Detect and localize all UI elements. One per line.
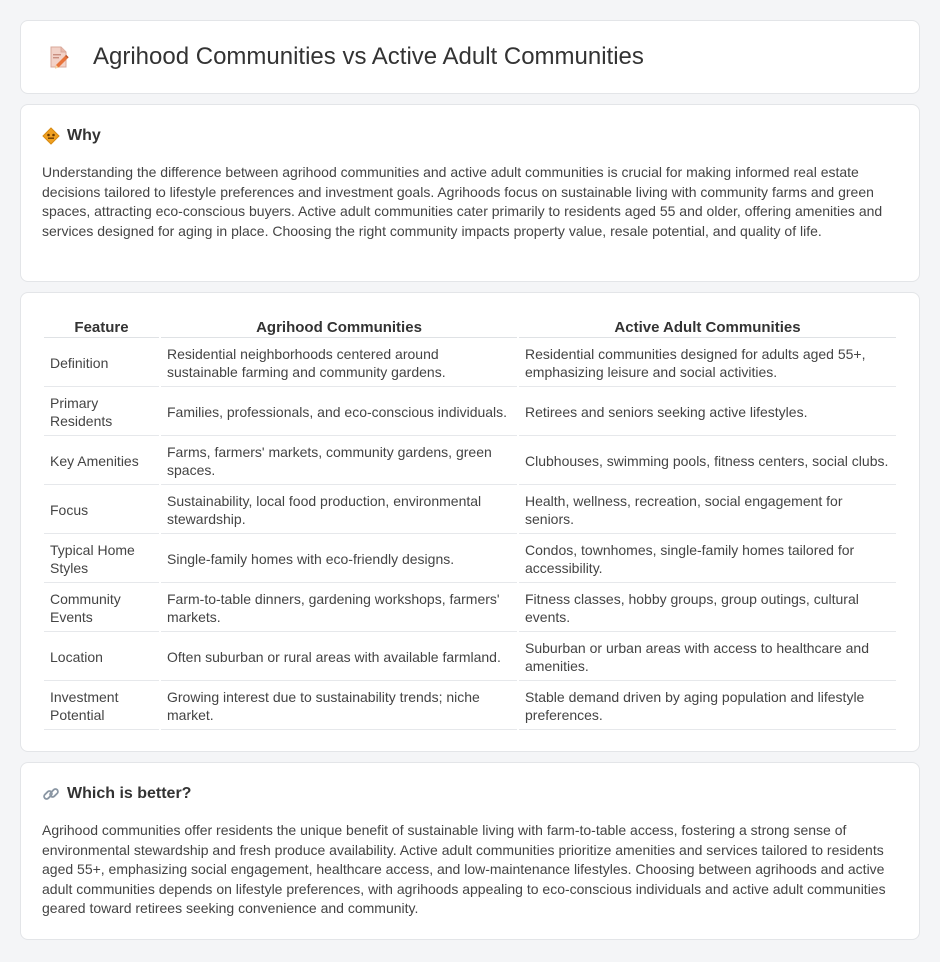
agrihood-cell: Often suburban or rural areas with available farmland. (161, 634, 517, 681)
comparison-table (42, 313, 898, 732)
why-section (20, 104, 920, 282)
active-adult-cell: Health, wellness, recreation, social engagement for seniors. (519, 487, 896, 534)
header-feature: Feature (44, 315, 159, 338)
table-row (44, 634, 896, 681)
feature-cell: Typical Home Styles (44, 536, 159, 583)
table-header-row (44, 315, 896, 338)
table-row (44, 438, 896, 485)
document-pencil-icon (47, 45, 71, 69)
better-heading (42, 785, 898, 803)
header-active-adult: Active Adult Communities (519, 315, 896, 338)
feature-cell: Investment Potential (44, 683, 159, 730)
agrihood-cell: Residential neighborhoods centered around sustainable farming and community gardens. (161, 340, 517, 387)
header-agrihood: Agrihood Communities (161, 315, 517, 338)
diamond-sign-icon (42, 127, 60, 145)
why-heading-label: Why (67, 127, 101, 144)
table-row (44, 683, 896, 730)
active-adult-cell: Condos, townhomes, single-family homes tailored for accessibility. (519, 536, 896, 583)
table-row (44, 585, 896, 632)
why-heading (42, 127, 898, 145)
feature-cell: Definition (44, 340, 159, 387)
better-text: Agrihood communities offer residents the unique benefit of sustainable living with farm-to-table access, fostering a strong sense of environmental stewardship and fresh produce availability. Active adult communities prioritize amenities and services tailored to residents aged 55+, emphasizing social engagement, healthcare access, and low-maintenance lifestyles. Choosing between agrihoods and active adult communities depends on lifestyle preferences, with agrihoods appealing to eco-conscious individuals and active adult communities geared toward retirees seeking convenience and community. (42, 822, 886, 916)
which-is-better-section (20, 762, 920, 940)
feature-cell: Primary Residents (44, 389, 159, 436)
feature-cell: Key Amenities (44, 438, 159, 485)
feature-cell: Location (44, 634, 159, 681)
agrihood-cell: Families, professionals, and eco-conscious individuals. (161, 389, 517, 436)
active-adult-cell: Residential communities designed for adults aged 55+, emphasizing leisure and social activities. (519, 340, 896, 387)
active-adult-cell: Stable demand driven by aging population and lifestyle preferences. (519, 683, 896, 730)
active-adult-cell: Retirees and seniors seeking active lifestyles. (519, 389, 896, 436)
table-row (44, 340, 896, 387)
feature-cell: Focus (44, 487, 159, 534)
agrihood-cell: Farm-to-table dinners, gardening workshops, farmers' markets. (161, 585, 517, 632)
page-title: Agrihood Communities vs Active Adult Communities (93, 43, 644, 70)
agrihood-cell: Growing interest due to sustainability trends; niche market. (161, 683, 517, 730)
table-row (44, 487, 896, 534)
header-card (20, 20, 920, 94)
active-adult-cell: Suburban or urban areas with access to healthcare and amenities. (519, 634, 896, 681)
active-adult-cell: Clubhouses, swimming pools, fitness centers, social clubs. (519, 438, 896, 485)
agrihood-cell: Single-family homes with eco-friendly designs. (161, 536, 517, 583)
table-row (44, 389, 896, 436)
better-heading-label: Which is better? (67, 785, 192, 802)
why-text: Understanding the difference between agrihood communities and active adult communities is crucial for making informed real estate decisions tailored to lifestyle preferences and investment goals. Agrihoods focus on sustainable living with community farms and green spaces, attracting eco-conscious buyers. Active adult communities cater primarily to residents aged 55 and older, offering amenities and services designed for aging in place. Choosing the right community impacts property value, resale potential, and quality of life. (42, 164, 883, 239)
agrihood-cell: Sustainability, local food production, environmental stewardship. (161, 487, 517, 534)
link-icon (42, 785, 60, 803)
agrihood-cell: Farms, farmers' markets, community gardens, green spaces. (161, 438, 517, 485)
comparison-table-card (20, 292, 920, 752)
table-row (44, 536, 896, 583)
active-adult-cell: Fitness classes, hobby groups, group outings, cultural events. (519, 585, 896, 632)
feature-cell: Community Events (44, 585, 159, 632)
